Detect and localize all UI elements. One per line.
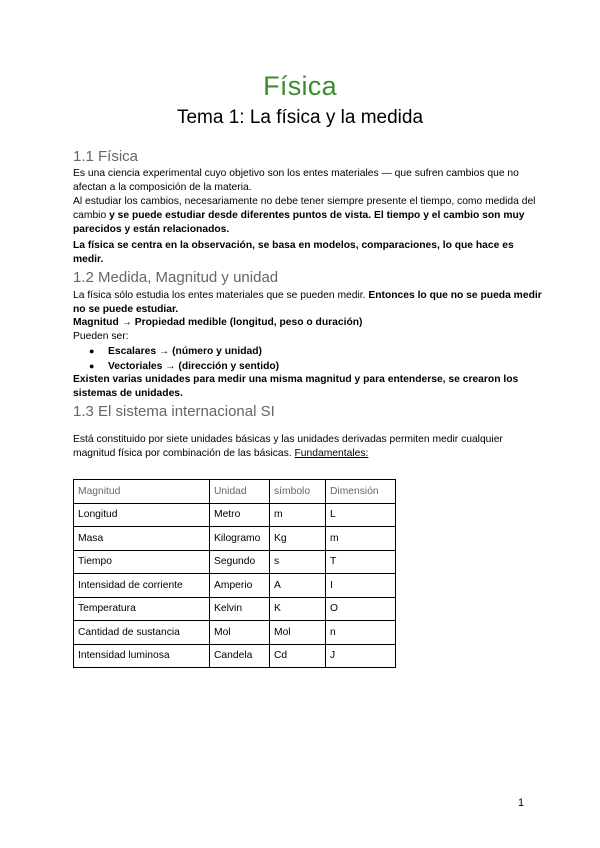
table-row [74,597,396,621]
table-cell: Mol [210,621,270,645]
section-heading-1-1: 1.1 Física [73,148,139,165]
table-header-cell: símbolo [270,480,326,504]
table-cell: Temperatura [74,597,210,621]
table-row [74,527,396,551]
table-cell: Segundo [210,550,270,574]
bullet-icon: ● [89,346,95,356]
table-header-cell: Unidad [210,480,270,504]
table-cell: Kg [270,527,326,551]
table-cell: Amperio [210,574,270,598]
table-header-row [74,480,396,504]
section1-paragraph-2-bold: y se puede estudiar desde diferentes puntos de vista. El tiempo y el cambio son muy parecidos y están relacionados. [73,210,525,235]
table-header-cell: Magnitud [74,480,210,504]
section-heading-1-2: 1.2 Medida, Magnitud y unidad [73,269,279,286]
section1-paragraph-3: La física se centra en la observación, se basa en modelos, comparaciones, lo que hace es medir. [73,240,514,265]
table-cell: I [326,574,396,598]
table-cell: n [326,621,396,645]
bullet-icon: ● [89,361,95,371]
table-cell: Kilogramo [210,527,270,551]
section2-paragraph-1 [73,289,543,317]
section2-paragraph-4: Existen varias unidades para medir una misma magnitud y para entenderse, se crearon los sistemas de unidades. [73,374,519,399]
section2-paragraph-3: Pueden ser: [73,331,129,342]
table-cell: A [270,574,326,598]
section3-paragraph-1-underline: Fundamentales: [294,448,369,459]
table-cell: Candela [210,644,270,668]
table-row [74,644,396,668]
section1-paragraph-1: Es una ciencia experimental cuyo objetivo son los entes materiales — que sufren cambios que no afectan a la composición de la materia. [73,168,519,193]
table-cell: Longitud [74,503,210,527]
section2-paragraph-1-normal: La física sólo estudia los entes materiales que se pueden medir. [73,290,366,301]
table-cell: Cd [270,644,326,668]
table-cell: m [270,503,326,527]
table-cell: T [326,550,396,574]
table-cell: m [326,527,396,551]
table-cell: Mol [270,621,326,645]
section-heading-1-3: 1.3 El sistema internacional SI [73,403,275,420]
table-row [74,621,396,645]
table-header-cell: Dimensión [326,480,396,504]
table-cell: K [270,597,326,621]
list-item [73,359,279,374]
table-cell: J [326,644,396,668]
table-cell: O [326,597,396,621]
table-cell: Tiempo [74,550,210,574]
table-row [74,550,396,574]
table-cell: Intensidad de corriente [74,574,210,598]
document-title: Física [263,71,337,101]
table-cell: Masa [74,527,210,551]
document-subtitle: Tema 1: La física y la medida [176,107,424,128]
section3-paragraph-1 [73,433,543,461]
si-units-table [73,479,396,668]
section3-paragraph-1-normal: Está constituido por siete unidades básicas y las unidades derivadas permiten medir cualquier magnitud física por combinación de las básicas. [73,434,503,459]
section1-paragraph-2 [73,195,543,237]
table-cell: s [270,550,326,574]
table-row [74,503,396,527]
page-number: 1 [518,797,525,809]
table-cell: Cantidad de sustancia [74,621,210,645]
section1-paragraph-2-normal: Al estudiar los cambios, necesariamente no debe tener siempre presente el tiempo, como medida del cambio [73,196,536,221]
bullet-list [73,344,279,374]
section2-paragraph-2: Magnitud → Propiedad medible (longitud, peso o duración) [73,317,363,328]
table-row [74,574,396,598]
table-cell: L [326,503,396,527]
bullet-text: Escalares → (número y unidad) [108,346,262,357]
table-cell: Metro [210,503,270,527]
bullet-text: Vectoriales → (dirección y sentido) [108,361,280,372]
table-cell: Kelvin [210,597,270,621]
list-item [73,344,279,359]
table-cell: Intensidad luminosa [74,644,210,668]
section2-paragraph-1-bold: Entonces lo que no se pueda medir no se puede estudiar. [73,290,542,315]
